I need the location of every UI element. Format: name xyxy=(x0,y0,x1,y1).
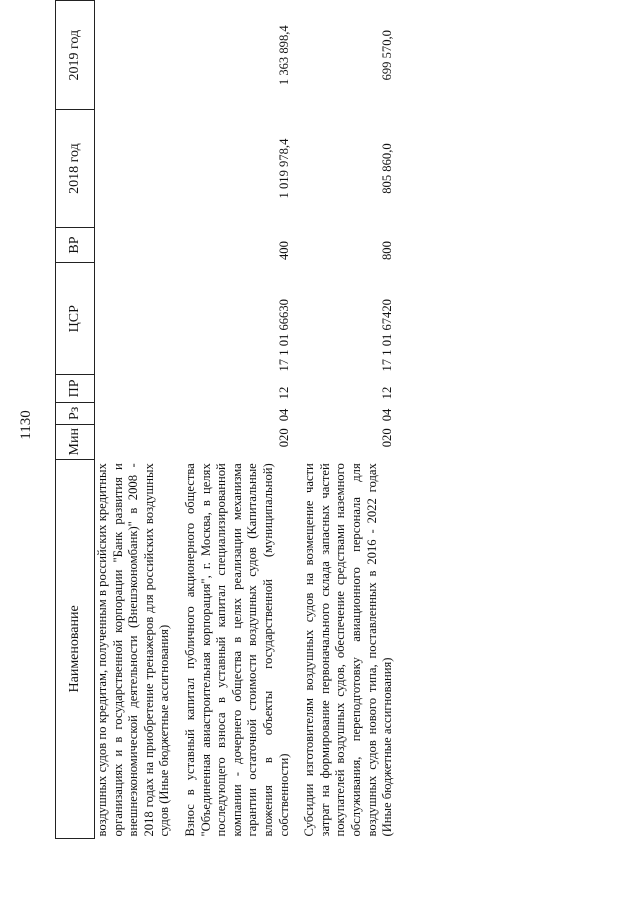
row-pr: 12 xyxy=(380,386,395,400)
header-rz: Рз xyxy=(56,402,95,424)
header-2019: 2019 год xyxy=(56,1,95,110)
row-csr xyxy=(95,263,183,375)
table-row xyxy=(302,1,406,839)
row-name: воздушных судов по кредитам, полученным в российских кредитных организациях и в государственной корпорации "Банк развития и внешнеэкономической деятельности (Внешэкономбанк)" в 2008 - 2018 годах на приобретение тренажеров для российских воздушных судов (Иные бюджетные ассигнования) xyxy=(95,463,172,837)
row-csr: 17 1 01 66630 xyxy=(276,299,291,372)
row-2019: 1 363 898,4 xyxy=(276,25,291,86)
row-min xyxy=(95,424,183,459)
row-vr: 800 xyxy=(380,241,395,260)
row-min: 020 xyxy=(380,428,395,448)
page-number: 1130 xyxy=(18,410,34,440)
table-header-row xyxy=(56,1,95,839)
row-pr: 12 xyxy=(276,386,291,400)
row-vr: 400 xyxy=(276,241,291,260)
row-rz: 04 xyxy=(276,408,291,422)
budget-table xyxy=(55,0,406,839)
header-csr: ЦСР xyxy=(56,263,95,375)
table-row xyxy=(95,1,183,839)
row-2019: 699 570,0 xyxy=(380,30,395,81)
row-csr: 17 1 01 67420 xyxy=(380,299,395,372)
row-vr xyxy=(95,227,183,263)
row-2018 xyxy=(95,110,183,227)
row-2018: 805 860,0 xyxy=(380,143,395,194)
header-name: Наименование xyxy=(56,459,95,838)
row-min: 020 xyxy=(276,428,291,448)
table-row xyxy=(183,1,302,839)
header-vr: ВР xyxy=(56,227,95,263)
header-2018: 2018 год xyxy=(56,110,95,227)
row-name: Субсидии изготовителям воздушных судов на возмещение части затрат на формирование первоначального склада запасных частей покупателей воздушных судов, обеспечение средствами наземного обслуживания, переподготовку авиационного персонала для воздушных судов нового типа, поставленных в 2016 - 2022 годах (Иные бюджетные ассигнования) xyxy=(302,463,395,837)
header-min: Мин xyxy=(56,424,95,459)
row-2019 xyxy=(95,1,183,110)
row-pr xyxy=(95,374,183,402)
row-2018: 1 019 978,4 xyxy=(276,138,291,199)
row-name: Взнос в уставный капитал публичного акционерного общества "Объединенная авиастроительная корпорация", г. Москва, в целях последующего взноса в уставный капитал специализированной компании - дочернего общества в целях реализации механизма гарантии остаточной стоимости воздушных судов (Капитальные вложения в объекты государственной (муниципальной) собственности) xyxy=(182,463,291,837)
header-pr: ПР xyxy=(56,374,95,402)
row-rz: 04 xyxy=(380,408,395,422)
row-rz xyxy=(95,402,183,424)
